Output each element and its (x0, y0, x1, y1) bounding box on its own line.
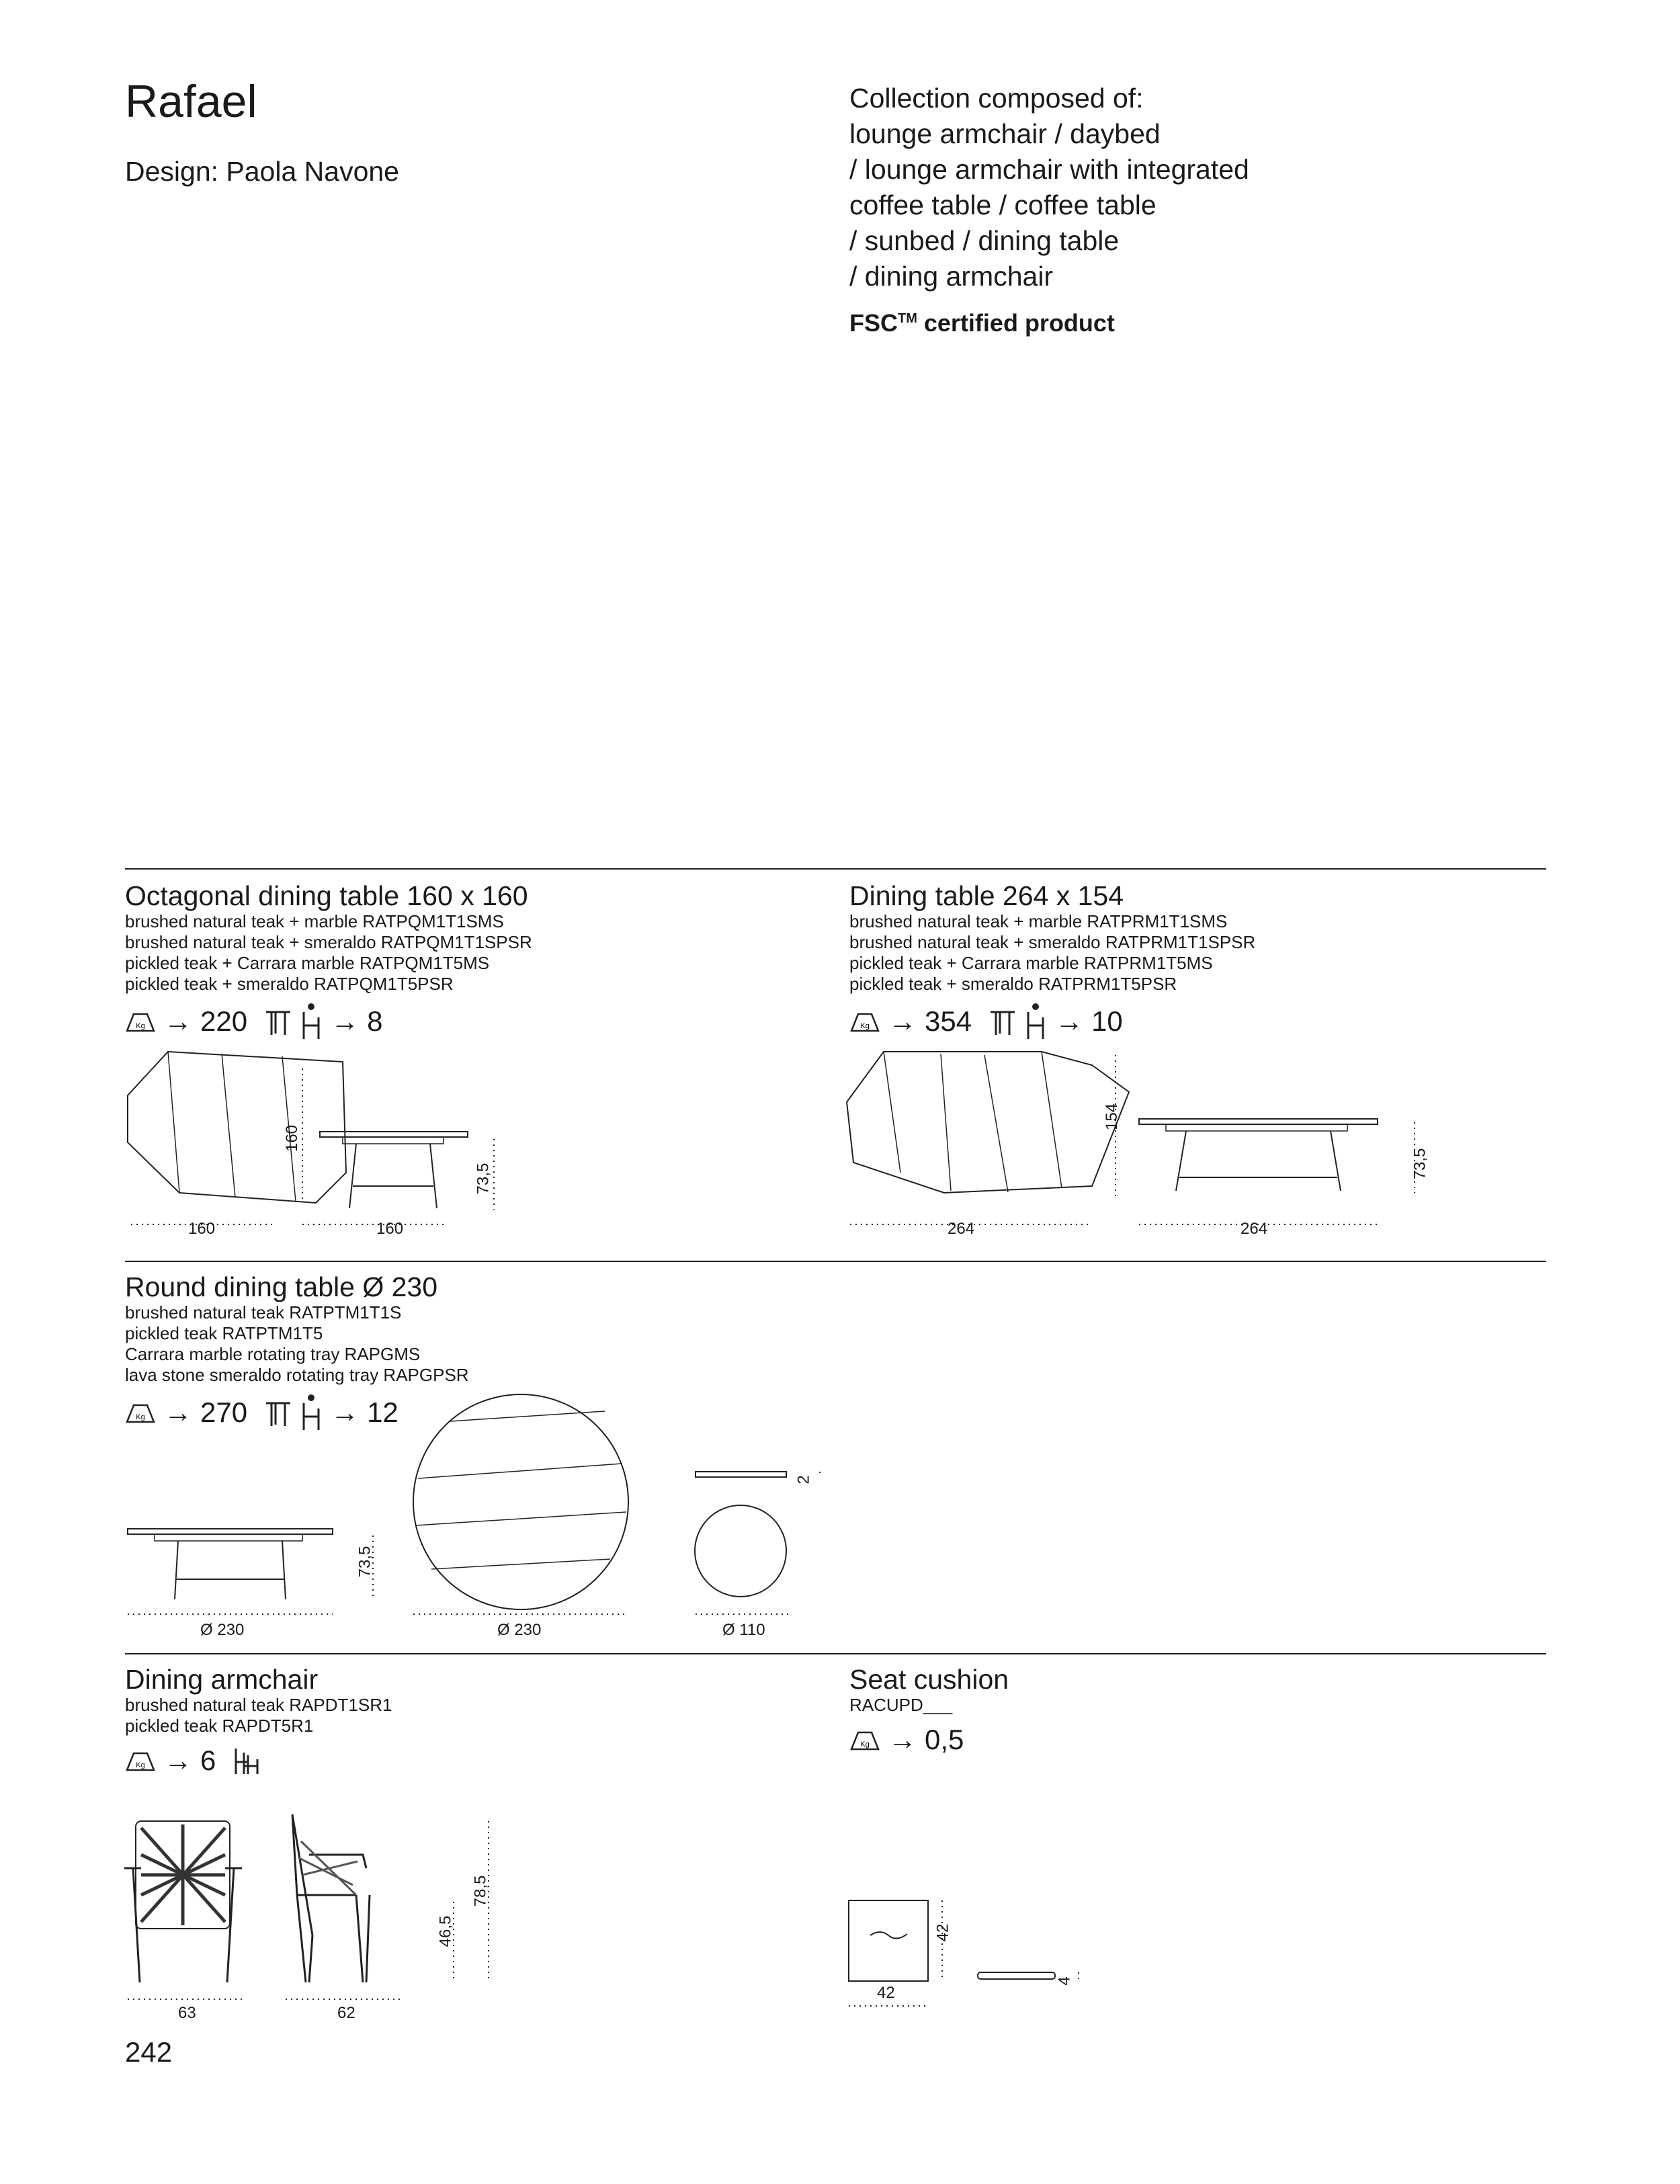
dim-label: 264 (1241, 1220, 1268, 1238)
slat-line (1042, 1052, 1062, 1188)
dim-label: 2 (794, 1475, 813, 1484)
octagonal-side-view (320, 1132, 468, 1208)
weight-value: 270 (200, 1396, 248, 1428)
dim-label: 4 (1055, 1976, 1074, 1986)
collection-line: / dining armchair (849, 261, 1054, 292)
product-code: lava stone smeraldo rotating tray RAPGPSR (125, 1365, 469, 1385)
seats-value: 10 (1091, 1005, 1123, 1037)
product-codes (849, 1695, 1009, 1716)
slat-line (941, 1054, 951, 1191)
section-divider (125, 1653, 1546, 1654)
dim-label: 63 (178, 2004, 196, 2022)
weight-icon-label: Kg (860, 1022, 870, 1030)
designer-credit: Design: Paola Navone (125, 156, 399, 187)
dim-label: Ø 230 (497, 1621, 542, 1639)
product-code: brushed natural teak + smeraldo RATPRM1T1SPSR (849, 932, 1256, 952)
section-title: Octagonal dining table 160 x 160 (125, 880, 528, 911)
product-code: Carrara marble rotating tray RAPGMS (125, 1344, 421, 1364)
arrow: → (164, 1396, 192, 1428)
octagon-top-view (128, 1052, 346, 1203)
product-code: pickled teak RATPTM1T5 (125, 1323, 323, 1343)
tray-side-view (696, 1472, 786, 1477)
octagonal-table-section (125, 880, 532, 1040)
dim-label: 160 (283, 1124, 302, 1152)
cushion-top-view (849, 1900, 928, 1981)
product-codes (125, 1695, 392, 1736)
round-top-view (413, 1394, 628, 1609)
cushion-side-view (978, 1972, 1055, 1979)
section-title: Round dining table Ø 230 (125, 1271, 438, 1302)
dim-label: 73,5 (474, 1163, 493, 1195)
dining264-drawings (843, 1048, 1448, 1250)
fsc-certification: FSC™ certified product (849, 309, 1115, 337)
dining-table-section (849, 880, 1255, 1040)
weight-icon (849, 1728, 880, 1751)
section-title: Dining table 264 x 154 (849, 880, 1124, 911)
armchair-drawings (121, 1808, 524, 2009)
product-codes (125, 1302, 469, 1386)
spec-line (125, 1003, 532, 1040)
weight-icon-label: Kg (136, 1413, 145, 1421)
arrow: → (164, 1745, 192, 1776)
octagonal-drawings (121, 1048, 524, 1250)
stackable-icon (233, 1746, 263, 1775)
section-title: Seat cushion (849, 1664, 1009, 1695)
dim-label: 73,5 (1411, 1148, 1429, 1180)
dim-label: 78,5 (471, 1875, 490, 1907)
product-code: pickled teak + smeraldo RATPQM1T5PSR (125, 974, 454, 994)
arrow: → (331, 1005, 360, 1037)
weight-icon (125, 1010, 156, 1033)
page-title: Rafael (125, 76, 257, 127)
cushion-mark (870, 1932, 907, 1939)
collection-line: coffee table / coffee table (849, 190, 1157, 220)
dim-label: 160 (188, 1220, 216, 1238)
product-code: brushed natural teak RAPDT1SR1 (125, 1695, 392, 1715)
dining264-side-view (1139, 1119, 1378, 1191)
product-codes (849, 911, 1255, 995)
product-code: brushed natural teak + marble RATPQM1T1SMS (125, 911, 504, 931)
armchair-section (125, 1664, 392, 1777)
seats-value: 12 (367, 1396, 398, 1428)
arrow: → (888, 1724, 917, 1755)
weight-icon-label: Kg (136, 1022, 145, 1030)
section-divider (125, 868, 1546, 870)
product-code: RACUPD___ (849, 1695, 953, 1715)
product-code: pickled teak + smeraldo RATPRM1T5PSR (849, 974, 1177, 994)
weight-value: 0,5 (925, 1724, 964, 1755)
seat-cushion-section (849, 1664, 1009, 1756)
tray-top-view (695, 1505, 786, 1597)
collection-line: / lounge armchair with integrated (849, 154, 1249, 185)
page-number: 242 (125, 2036, 173, 2068)
dim-label: 62 (337, 2004, 355, 2022)
slat-line (415, 1411, 626, 1569)
slat-line (222, 1054, 235, 1198)
collection-line: / sunbed / dining table (849, 225, 1120, 256)
table-icon (265, 1007, 292, 1036)
product-code: pickled teak RAPDT5R1 (125, 1716, 314, 1736)
dim-label: 73,5 (355, 1546, 374, 1578)
round-drawings (121, 1378, 833, 1633)
armchair-front-view (124, 1821, 242, 1982)
weight-value: 354 (925, 1005, 972, 1037)
slat-line (984, 1055, 1008, 1192)
arrow: → (888, 1005, 917, 1037)
collection-line: Collection composed of: (849, 83, 1144, 114)
product-code: pickled teak + Carrara marble RATPRM1T5MS (849, 953, 1213, 973)
weight-icon-label: Kg (860, 1740, 870, 1749)
dim-label: Ø 230 (200, 1621, 245, 1639)
spec-line (849, 1724, 1009, 1756)
spec-line (125, 1745, 392, 1777)
weight-icon-label: Kg (136, 1761, 145, 1769)
spec-line (849, 1003, 1255, 1040)
weight-value: 6 (200, 1745, 216, 1776)
product-codes (125, 911, 532, 995)
slat-line (168, 1052, 179, 1193)
product-code: brushed natural teak RATPTM1T1S (125, 1302, 402, 1322)
section-title: Dining armchair (125, 1664, 319, 1695)
weight-icon (849, 1010, 880, 1033)
weight-value: 220 (200, 1005, 248, 1037)
collection-description (849, 81, 1249, 294)
product-code: pickled teak + Carrara marble RATPQM1T5MS (125, 953, 490, 973)
round-side-view (128, 1529, 333, 1599)
arrow: → (164, 1005, 192, 1037)
dim-label: Ø 110 (722, 1621, 765, 1639)
seat-icon (1024, 1003, 1047, 1040)
dim-label: 42 (877, 1984, 895, 2002)
dim-label: 42 (933, 1923, 952, 1942)
arrow: → (1055, 1005, 1084, 1037)
dim-label: 154 (1103, 1103, 1122, 1131)
product-code: brushed natural teak + smeraldo RATPQM1T1SPSR (125, 932, 532, 952)
dim-label: 264 (948, 1220, 975, 1238)
product-code: brushed natural teak + marble RATPRM1T1SMS (849, 911, 1228, 931)
weight-icon (125, 1749, 156, 1772)
armchair-side-view (292, 1814, 370, 1982)
seat-icon (300, 1003, 323, 1040)
dim-label: 160 (376, 1220, 404, 1238)
seats-value: 8 (367, 1005, 383, 1037)
arrow: → (331, 1396, 360, 1428)
collection-line: lounge armchair / daybed (849, 118, 1161, 149)
section-divider (125, 1261, 1546, 1262)
slat-line (884, 1052, 900, 1173)
table-icon (989, 1007, 1016, 1036)
dim-label: 46,5 (436, 1915, 455, 1947)
